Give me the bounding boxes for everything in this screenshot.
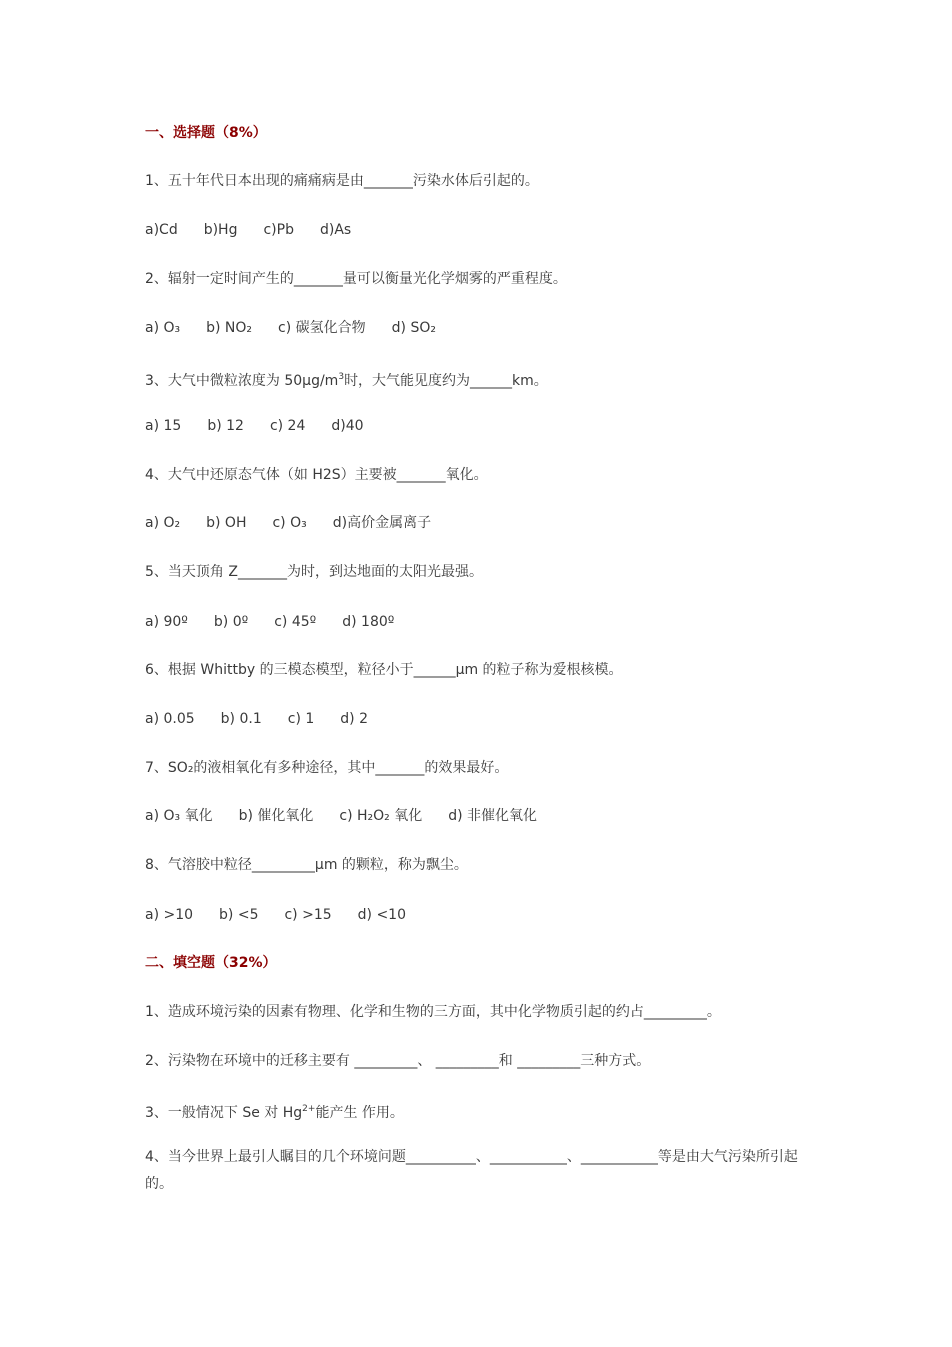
fill-question-4: 4、当今世界上最引人瞩目的几个环境问题__________、___________、___________等是由大气污染所引起的。 xyxy=(145,1149,798,1192)
question-3-text-pre: 3、大气中微粒浓度为 50μg/m xyxy=(145,373,339,389)
question-4-options xyxy=(145,513,431,533)
option-d: d)40 xyxy=(331,418,364,434)
option-a: a) 15 xyxy=(145,418,182,434)
question-8-options xyxy=(145,905,406,925)
question-5-options xyxy=(145,612,394,632)
option-c: c)Pb xyxy=(263,222,294,238)
option-b: b) 催化氧化 xyxy=(238,808,314,824)
fill-question-3-text-pre: 3、一般情况下 Se 对 Hg xyxy=(145,1105,303,1121)
fill-question-3-text-post: 能产生 作用。 xyxy=(315,1105,404,1121)
question-5: 5、当天顶角 Z_______为时，到达地面的太阳光最强。 xyxy=(145,564,483,580)
question-2: 2、辐射一定时间产生的_______量可以衡量光化学烟雾的严重程度。 xyxy=(145,271,567,287)
question-8: 8、气溶胶中粒径_________μm 的颗粒，称为飘尘。 xyxy=(145,857,468,873)
option-a: a) 0.05 xyxy=(145,711,195,727)
question-1-options xyxy=(145,220,351,240)
option-a: a) O₃ 氧化 xyxy=(145,808,213,824)
option-a: a) 90º xyxy=(145,614,188,630)
option-d: d)高价金属离子 xyxy=(332,515,432,531)
option-b: b) 0.1 xyxy=(220,711,262,727)
section2-heading: 二、填空题（32%） xyxy=(145,955,277,971)
option-b: b) 0º xyxy=(213,614,249,630)
option-d: d) 180º xyxy=(342,614,395,630)
option-c: c) 1 xyxy=(287,711,315,727)
option-d: d) SO₂ xyxy=(391,320,436,336)
question-1: 1、五十年代日本出现的痛痛病是由_______污染水体后引起的。 xyxy=(145,173,539,189)
option-a: a)Cd xyxy=(145,222,178,238)
option-d: d) 非催化氧化 xyxy=(448,808,538,824)
question-7: 7、SO₂的液相氧化有多种途径，其中_______的效果最好。 xyxy=(145,760,509,776)
option-d: d) 2 xyxy=(340,711,368,727)
question-2-options xyxy=(145,318,436,338)
option-c: c) O₃ xyxy=(272,515,307,531)
option-d: d) <10 xyxy=(357,907,406,923)
fill-question-2: 2、污染物在环境中的迁移主要有 _________、 _________和 _________三种方式。 xyxy=(145,1053,651,1069)
option-d: d)As xyxy=(319,222,352,238)
option-c: c) >15 xyxy=(284,907,332,923)
option-b: b) <5 xyxy=(219,907,259,923)
section1-heading: 一、选择题（8%） xyxy=(145,125,267,141)
question-6-options xyxy=(145,709,368,729)
question-4: 4、大气中还原态气体（如 H2S）主要被_______氧化。 xyxy=(145,467,488,483)
fill-question-1: 1、造成环境污染的因素有物理、化学和生物的三方面，其中化学物质引起的约占_________。 xyxy=(145,1004,721,1020)
option-c: c) 碳氢化合物 xyxy=(278,320,366,336)
option-a: a) >10 xyxy=(145,907,194,923)
option-c: c) 24 xyxy=(269,418,306,434)
option-b: b) OH xyxy=(206,515,247,531)
option-a: a) O₂ xyxy=(145,515,181,531)
question-3-options xyxy=(145,416,364,436)
option-a: a) O₃ xyxy=(145,320,181,336)
option-b: b) 12 xyxy=(207,418,244,434)
option-b: b)Hg xyxy=(203,222,238,238)
question-7-options xyxy=(145,806,537,826)
option-c: c) 45º xyxy=(274,614,317,630)
fill-question-3 xyxy=(145,1099,404,1123)
option-b: b) NO₂ xyxy=(206,320,253,336)
superscript: 3 xyxy=(338,372,345,382)
question-6: 6、根据 Whittby 的三模态模型，粒径小于______μm 的粒子称为爱根核模。 xyxy=(145,662,623,678)
question-3-text-post: 时，大气能见度约为______km。 xyxy=(344,373,548,389)
superscript: 2+ xyxy=(302,1104,316,1114)
option-c: c) H₂O₂ 氧化 xyxy=(339,808,423,824)
question-3 xyxy=(145,367,548,391)
